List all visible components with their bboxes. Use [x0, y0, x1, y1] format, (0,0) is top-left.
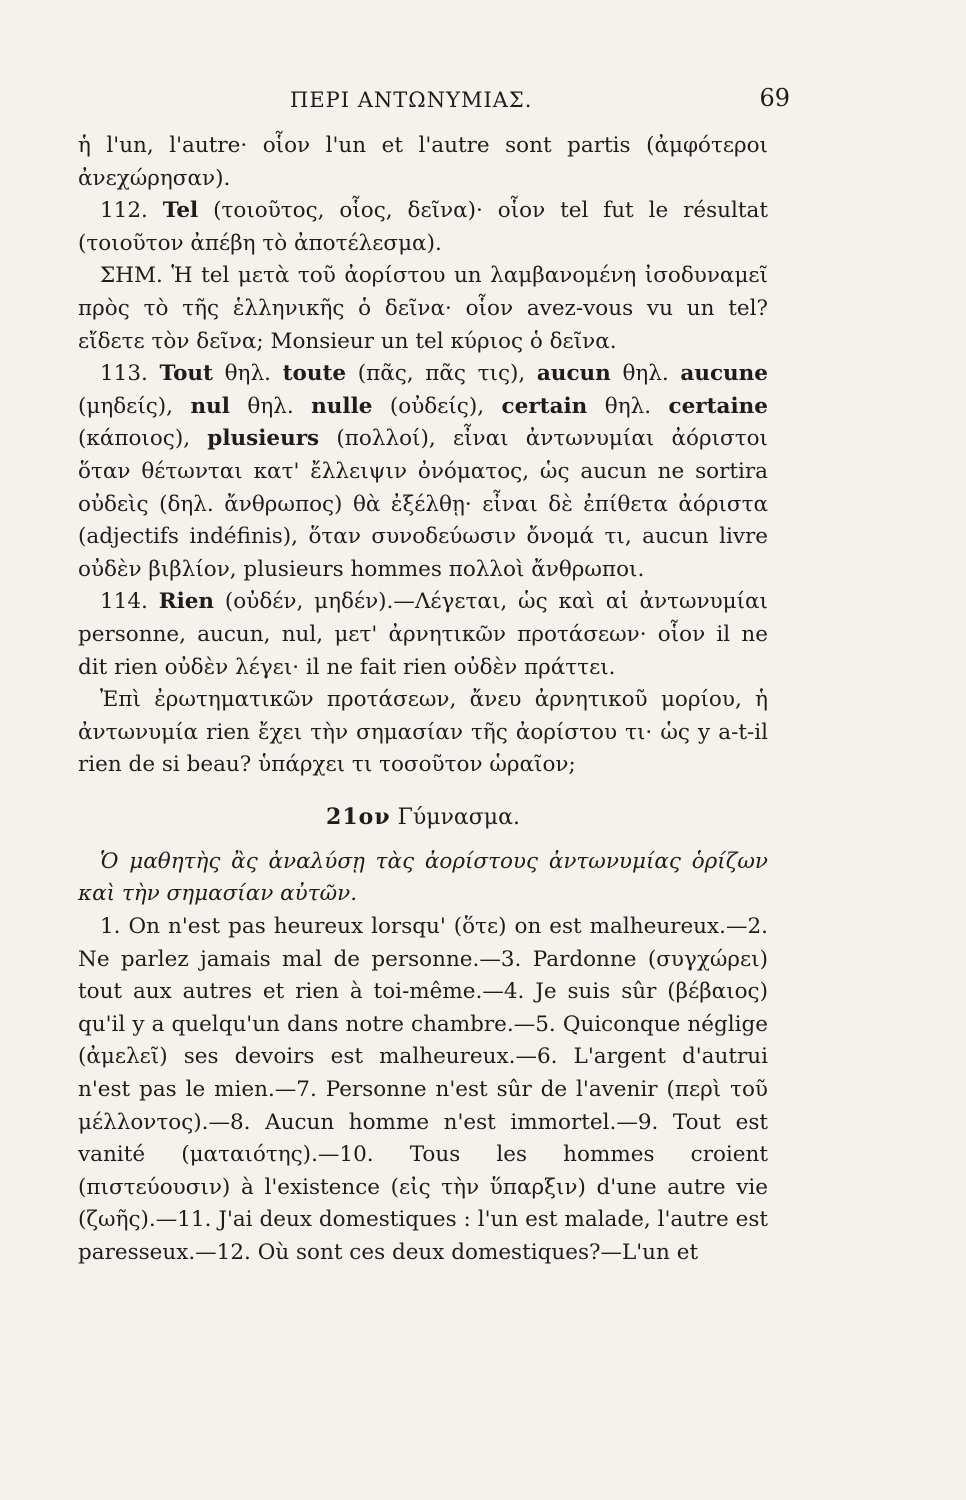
- exercise-sentences: 1. On n'est pas heureux lorsqu' (ὅτε) on est malheureux.—2. Ne parlez jamais mal de personne.—3. Pardonne (συγχώρει) tout aux autres et rien à toi-même.—4. Je suis sûr (βέβαιος) qu'il y a quelqu'un dans notre chambre.—5. Quiconque néglige (ἀμελεῖ) ses devoirs est malheureux.—6. L'argent d'autrui n'est pas le mien.—7. Personne n'est sûr de l'avenir (περὶ τοῦ μέλλοντος).—8. Aucun homme n'est immortel.—9. Tout est vanité (ματαιότης).—10. Tous les hommes croient (πιστεύουσιν) à l'existence (εἰς τὴν ὕπαρξιν) d'une autre vie (ζωῆς).—11. J'ai deux domestiques : l'un est malade, l'autre est paresseux.—12. Où sont ces deux domestiques?—L'un et: [78, 914, 768, 1265]
- section-text: θηλ.: [587, 393, 669, 419]
- section-number: 114.: [100, 589, 148, 615]
- section-text: (τοιοῦτος, οἷος, δεῖνα)· οἷον tel fut le résultat (τοιοῦτον ἀπέβη τὸ ἀποτέλεσμα).: [78, 198, 768, 256]
- section-text: θηλ.: [229, 393, 312, 419]
- term-rien: Rien: [158, 589, 215, 615]
- term-nulle: nulle: [311, 393, 373, 419]
- term-certain: certain: [501, 393, 588, 419]
- section-text: (οὐδέν, μηδέν).—Λέγεται, ὡς καὶ αἱ ἀντωνυμίαι personne, aucun, nul, μετ' ἀρνητικῶν προτάσεων· οἷον il ne dit rien οὐδὲν λέγει· il ne fait rien οὐδὲν πράττει.: [78, 589, 768, 680]
- section-113: [78, 358, 768, 586]
- exercise-instruction: Ὁ μαθητὴς ἂς ἀναλύσῃ τὰς ἀορίστους ἀντωνυμίας ὁρίζων καὶ τὴν σημασίαν αὐτῶν.: [78, 848, 768, 907]
- term-plusieurs: plusieurs: [207, 426, 320, 452]
- term-tel: Tel: [162, 198, 199, 224]
- section-text: (κάποιος),: [78, 426, 208, 452]
- page-number: 69: [759, 84, 790, 112]
- section-text: (μηδείς),: [78, 393, 191, 419]
- section-text: (πᾶς, πᾶς τις),: [346, 361, 537, 387]
- term-certaine: certaine: [668, 393, 768, 419]
- exercise-heading: [78, 804, 768, 830]
- running-header: [110, 84, 790, 118]
- exercise-number: 21ον: [326, 803, 391, 830]
- section-text: (οὐδείς),: [372, 393, 502, 419]
- section-number: 113.: [100, 361, 148, 387]
- page-body: [78, 130, 768, 1270]
- section-number: 112.: [100, 198, 148, 224]
- exercise-title: Γύμνασμα.: [397, 804, 520, 830]
- section-text: θηλ.: [610, 361, 681, 387]
- section-114: [78, 586, 768, 684]
- paragraph-continuation: ἡ l'un, l'autre· οἷον l'un et l'autre sont partis (ἀμφότεροι ἀνεχώρησαν).: [78, 133, 768, 191]
- term-tout: Tout: [159, 361, 213, 387]
- term-aucun: aucun: [536, 361, 611, 387]
- term-nul: nul: [190, 393, 230, 419]
- note-paragraph: ΣΗΜ. Ἡ tel μετὰ τοῦ ἀορίστου un λαμβανομένη ἰσοδυναμεῖ πρὸς τὸ τῆς ἑλληνικῆς ὁ δεῖνα· οἷον avez-vous vu un tel? εἴδετε τὸν δεῖνα; Monsieur un tel κύριος ὁ δεῖνα.: [78, 263, 768, 354]
- term-toute: toute: [282, 361, 347, 387]
- term-aucune: aucune: [680, 361, 768, 387]
- section-text: (πολλοί), εἶναι ἀντωνυμίαι ἀόριστοι ὅταν θέτωνται κατ' ἔλλειψιν ὀνόματος, ὡς aucun ne sortira οὐδεὶς (δηλ. ἄνθρωπος) θὰ ἐξέλθῃ· εἶναι δὲ ἐπίθετα ἀόριστα (adjectifs indéfinis), ὅταν συνοδεύωσιν ὄνομά τι, aucun livre οὐδὲν βιβλίον, plusieurs hommes πολλοὶ ἄνθρωποι.: [78, 426, 768, 582]
- running-title: ΠΕΡΙ ΑΝΤΩΝΥΜΙΑΣ.: [290, 88, 533, 112]
- section-text: θηλ.: [212, 361, 283, 387]
- section-112: [78, 195, 768, 260]
- interrogative-paragraph: Ἐπὶ ἐρωτηματικῶν προτάσεων, ἄνευ ἀρνητικοῦ μορίου, ἡ ἀντωνυμία rien ἔχει τὴν σημασίαν τῆς ἀορίστου τι· ὡς y a-t-il rien de si beau? ὑπάρχει τι τοσοῦτον ὡραῖον;: [78, 687, 768, 778]
